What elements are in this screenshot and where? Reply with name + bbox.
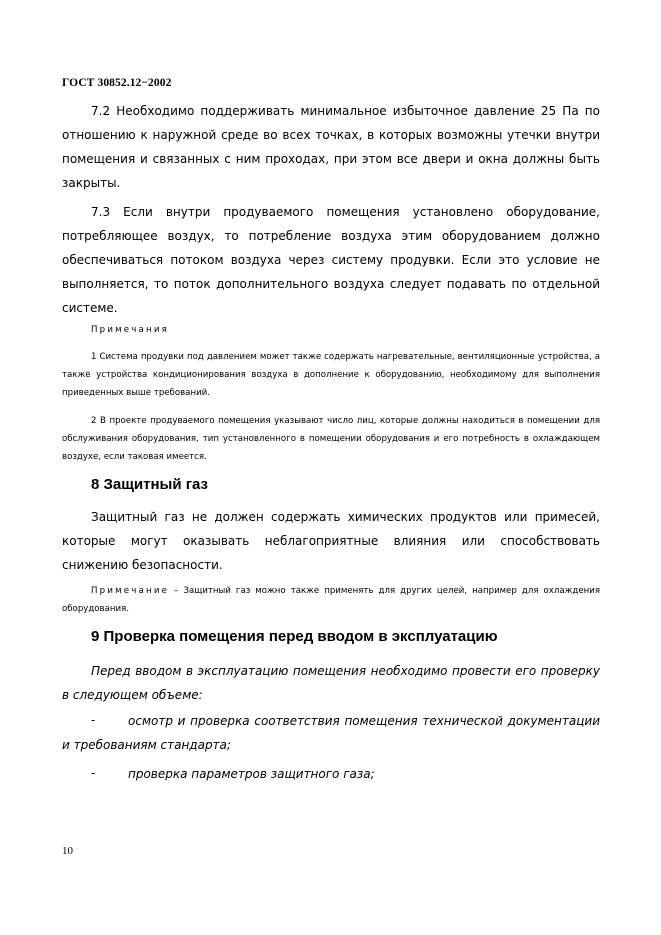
paragraph-7-3: 7.3 Если внутри продуваемого помещения установлено оборудование, потребляющее воздух, то потребление воздуха этим оборудованием должно обеспечиваться потоком воздуха через систему продувки. Если это условие не выполняется, то поток дополнительного воздуха следует подавать по отдельной системе. (62, 205, 600, 315)
list-bullet: - (91, 713, 96, 727)
page-number: 10 (62, 845, 73, 857)
section-8-note (62, 582, 600, 618)
paragraph-7-2: 7.2 Необходимо поддерживать минимальное избыточное давление 25 Па по отношению к наружной среде во всех точках, в которых возможны утечки внутри помещения и связанных с ним проходах, при этом все двери и окна должны быть закрыты. (62, 104, 600, 190)
notes-heading: Примечания (91, 325, 169, 335)
section-8-note-label: Примечание (91, 586, 170, 596)
list-item: проверка параметров защитного газа; (128, 767, 375, 781)
note-2: 2 В проекте продуваемого помещения указывают число лиц, которые должны находиться в помещении для обслуживания оборудования, тип установленного в помещении оборудования и его потребность в охлаждающем воздухе, если таковая имеется. (62, 416, 600, 462)
section-9-title: 9 Проверка помещения перед вводом в эксплуатацию (91, 628, 498, 645)
list-bullet: - (91, 766, 96, 780)
list-item: осмотр и проверка соответствия помещения технической документации и требованиям стандарта; (62, 714, 600, 752)
section-8-note-text: – Защитный газ можно также применять для других целей, например для охлаждения оборудования. (62, 586, 600, 614)
section-8-text: Защитный газ не должен содержать химических продуктов или примесей, которые могут оказывать неблагоприятные влияния или способствовать снижению безопасности. (62, 510, 600, 572)
section-8-title: 8 Защитный газ (91, 476, 208, 493)
section-9-intro: Перед вводом в эксплуатацию помещения необходимо провести его проверку в следующем объеме: (62, 664, 600, 702)
note-1: 1 Система продувки под давлением может также содержать нагревательные, вентиляционные устройства, а также устройства кондиционирования воздуха в дополнение к оборудованию, необходимому для выполнения приведенных выше требований. (62, 352, 600, 398)
document-header: ГОСТ 30852.12−2002 (62, 77, 172, 89)
